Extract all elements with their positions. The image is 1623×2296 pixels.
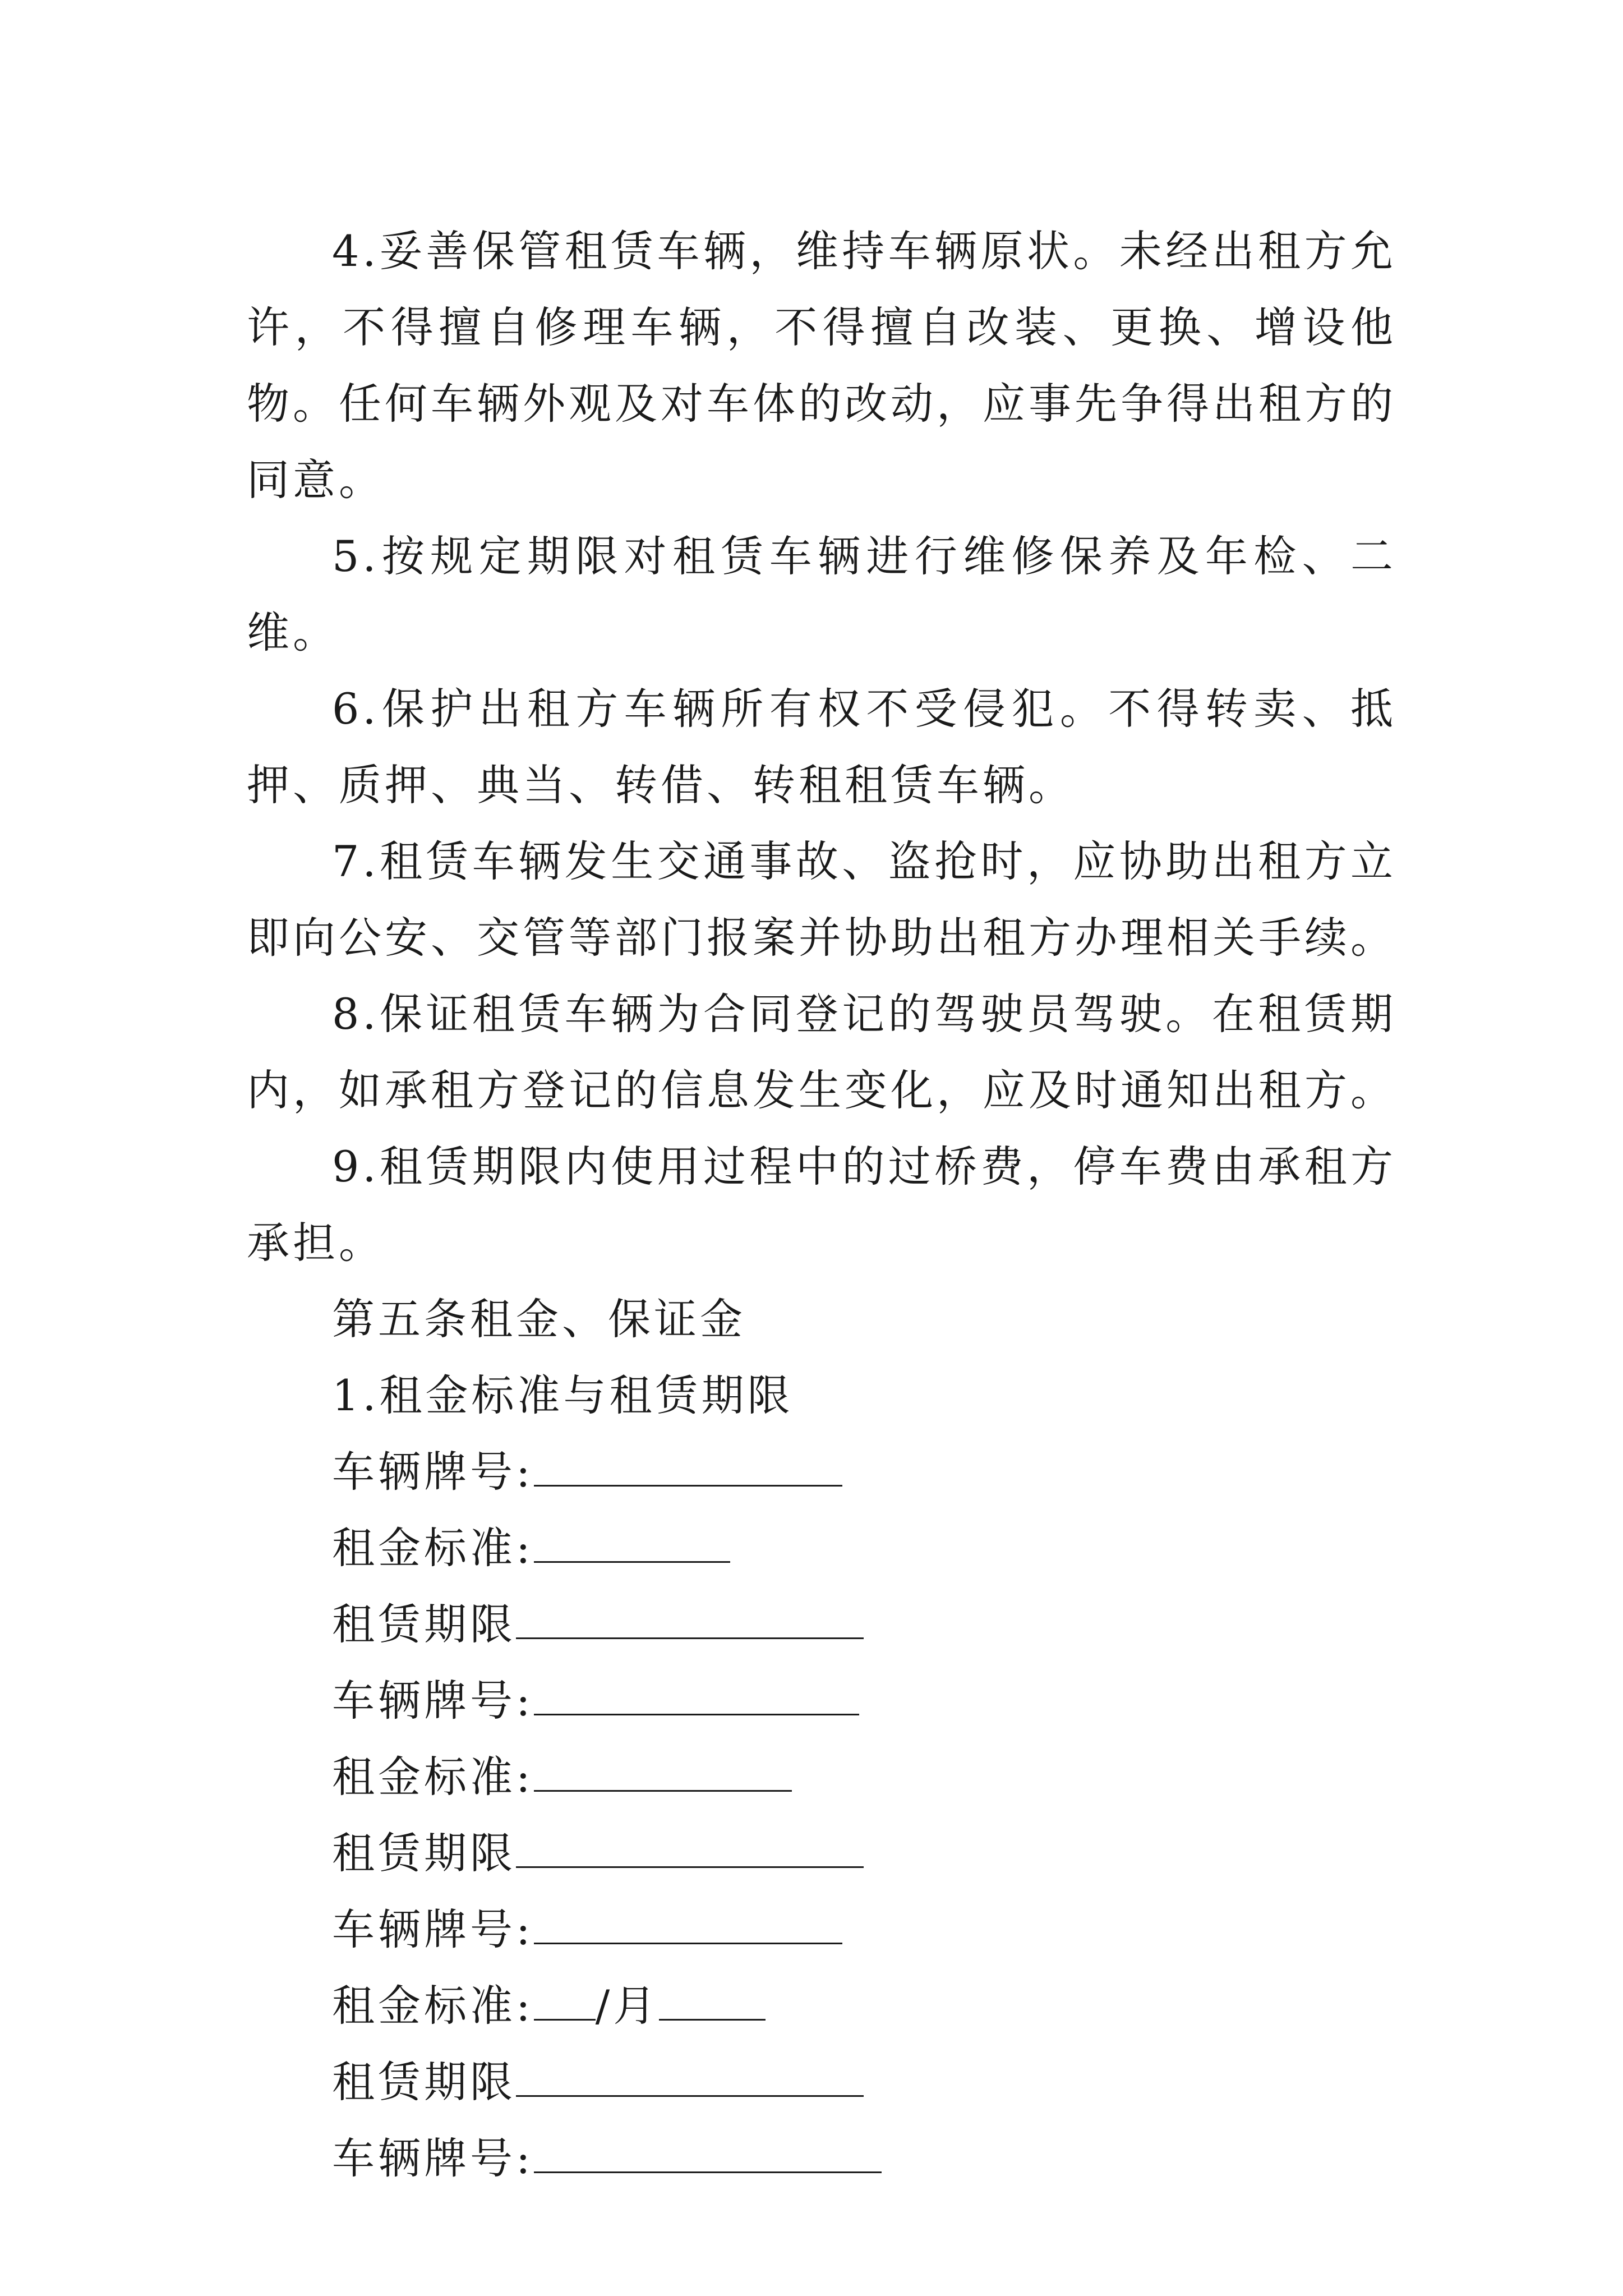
term-blank[interactable] bbox=[516, 2062, 864, 2097]
term-row bbox=[247, 2044, 1396, 2120]
clause-8: 8.保证租赁车辆为合同登记的驾驶员驾驶。在租赁期内，如承租方登记的信息发生变化，应及时通知出租方。 bbox=[247, 989, 1396, 1115]
rent-extra-blank[interactable] bbox=[659, 1985, 766, 2021]
plate-blank[interactable] bbox=[534, 1909, 842, 1944]
term-label: 租赁期限 bbox=[332, 1828, 516, 1878]
plate-label: 车辆牌号: bbox=[332, 1904, 534, 1954]
term-blank[interactable] bbox=[516, 1833, 864, 1868]
rent-blank[interactable] bbox=[534, 1756, 792, 1792]
clause-7: 7.租赁车辆发生交通事故、盗抢时，应协助出租方立即向公安、交管等部门报案并协助出租方办理相关手续。 bbox=[247, 836, 1396, 963]
clause-6: 6.保护出租方车辆所有权不受侵犯。不得转卖、抵押、质押、典当、转借、转租租赁车辆。 bbox=[247, 684, 1396, 810]
term-label: 租赁期限 bbox=[332, 2057, 516, 2107]
per-month-unit: 月 bbox=[613, 1981, 660, 2031]
plate-label: 车辆牌号: bbox=[332, 2133, 534, 2183]
term-row bbox=[247, 1815, 1396, 1892]
document-body bbox=[247, 213, 1396, 2197]
plate-row bbox=[247, 1892, 1396, 1968]
plate-blank[interactable] bbox=[534, 1451, 842, 1487]
section-title: 第五条租金、保证金 bbox=[332, 1294, 746, 1344]
per-slash: / bbox=[595, 1981, 614, 2031]
rent-amount-blank[interactable] bbox=[534, 1985, 596, 2021]
clause-9: 9.租赁期限内使用过程中的过桥费，停车费由承租方承担。 bbox=[247, 1142, 1396, 1268]
term-blank[interactable] bbox=[516, 1604, 864, 1639]
subsection-title: 1.租金标准与租赁期限 bbox=[332, 1370, 794, 1420]
plate-row bbox=[247, 1434, 1396, 1510]
plate-blank[interactable] bbox=[534, 1680, 859, 1715]
rent-row bbox=[247, 1968, 1396, 2044]
term-row bbox=[247, 1586, 1396, 1663]
plate-blank[interactable] bbox=[534, 2138, 882, 2173]
term-label: 租赁期限 bbox=[332, 1599, 516, 1649]
plate-row bbox=[247, 1663, 1396, 1739]
rent-row bbox=[247, 1739, 1396, 1815]
plate-row bbox=[247, 2120, 1396, 2197]
plate-label: 车辆牌号: bbox=[332, 1676, 534, 1726]
rent-label: 租金标准: bbox=[332, 1981, 534, 2031]
plate-label: 车辆牌号: bbox=[332, 1447, 534, 1497]
clause-4: 4.妥善保管租赁车辆，维持车辆原状。未经出租方允许，不得擅自修理车辆，不得擅自改装、更换、增设他物。任何车辆外观及对车体的改动，应事先争得出租方的同意。 bbox=[247, 226, 1396, 505]
rent-label: 租金标准: bbox=[332, 1752, 534, 1802]
rent-blank[interactable] bbox=[534, 1527, 730, 1563]
rent-row bbox=[247, 1510, 1396, 1586]
clause-5: 5.按规定期限对租赁车辆进行维修保养及年检、二维。 bbox=[247, 531, 1396, 657]
rent-label: 租金标准: bbox=[332, 1523, 534, 1573]
